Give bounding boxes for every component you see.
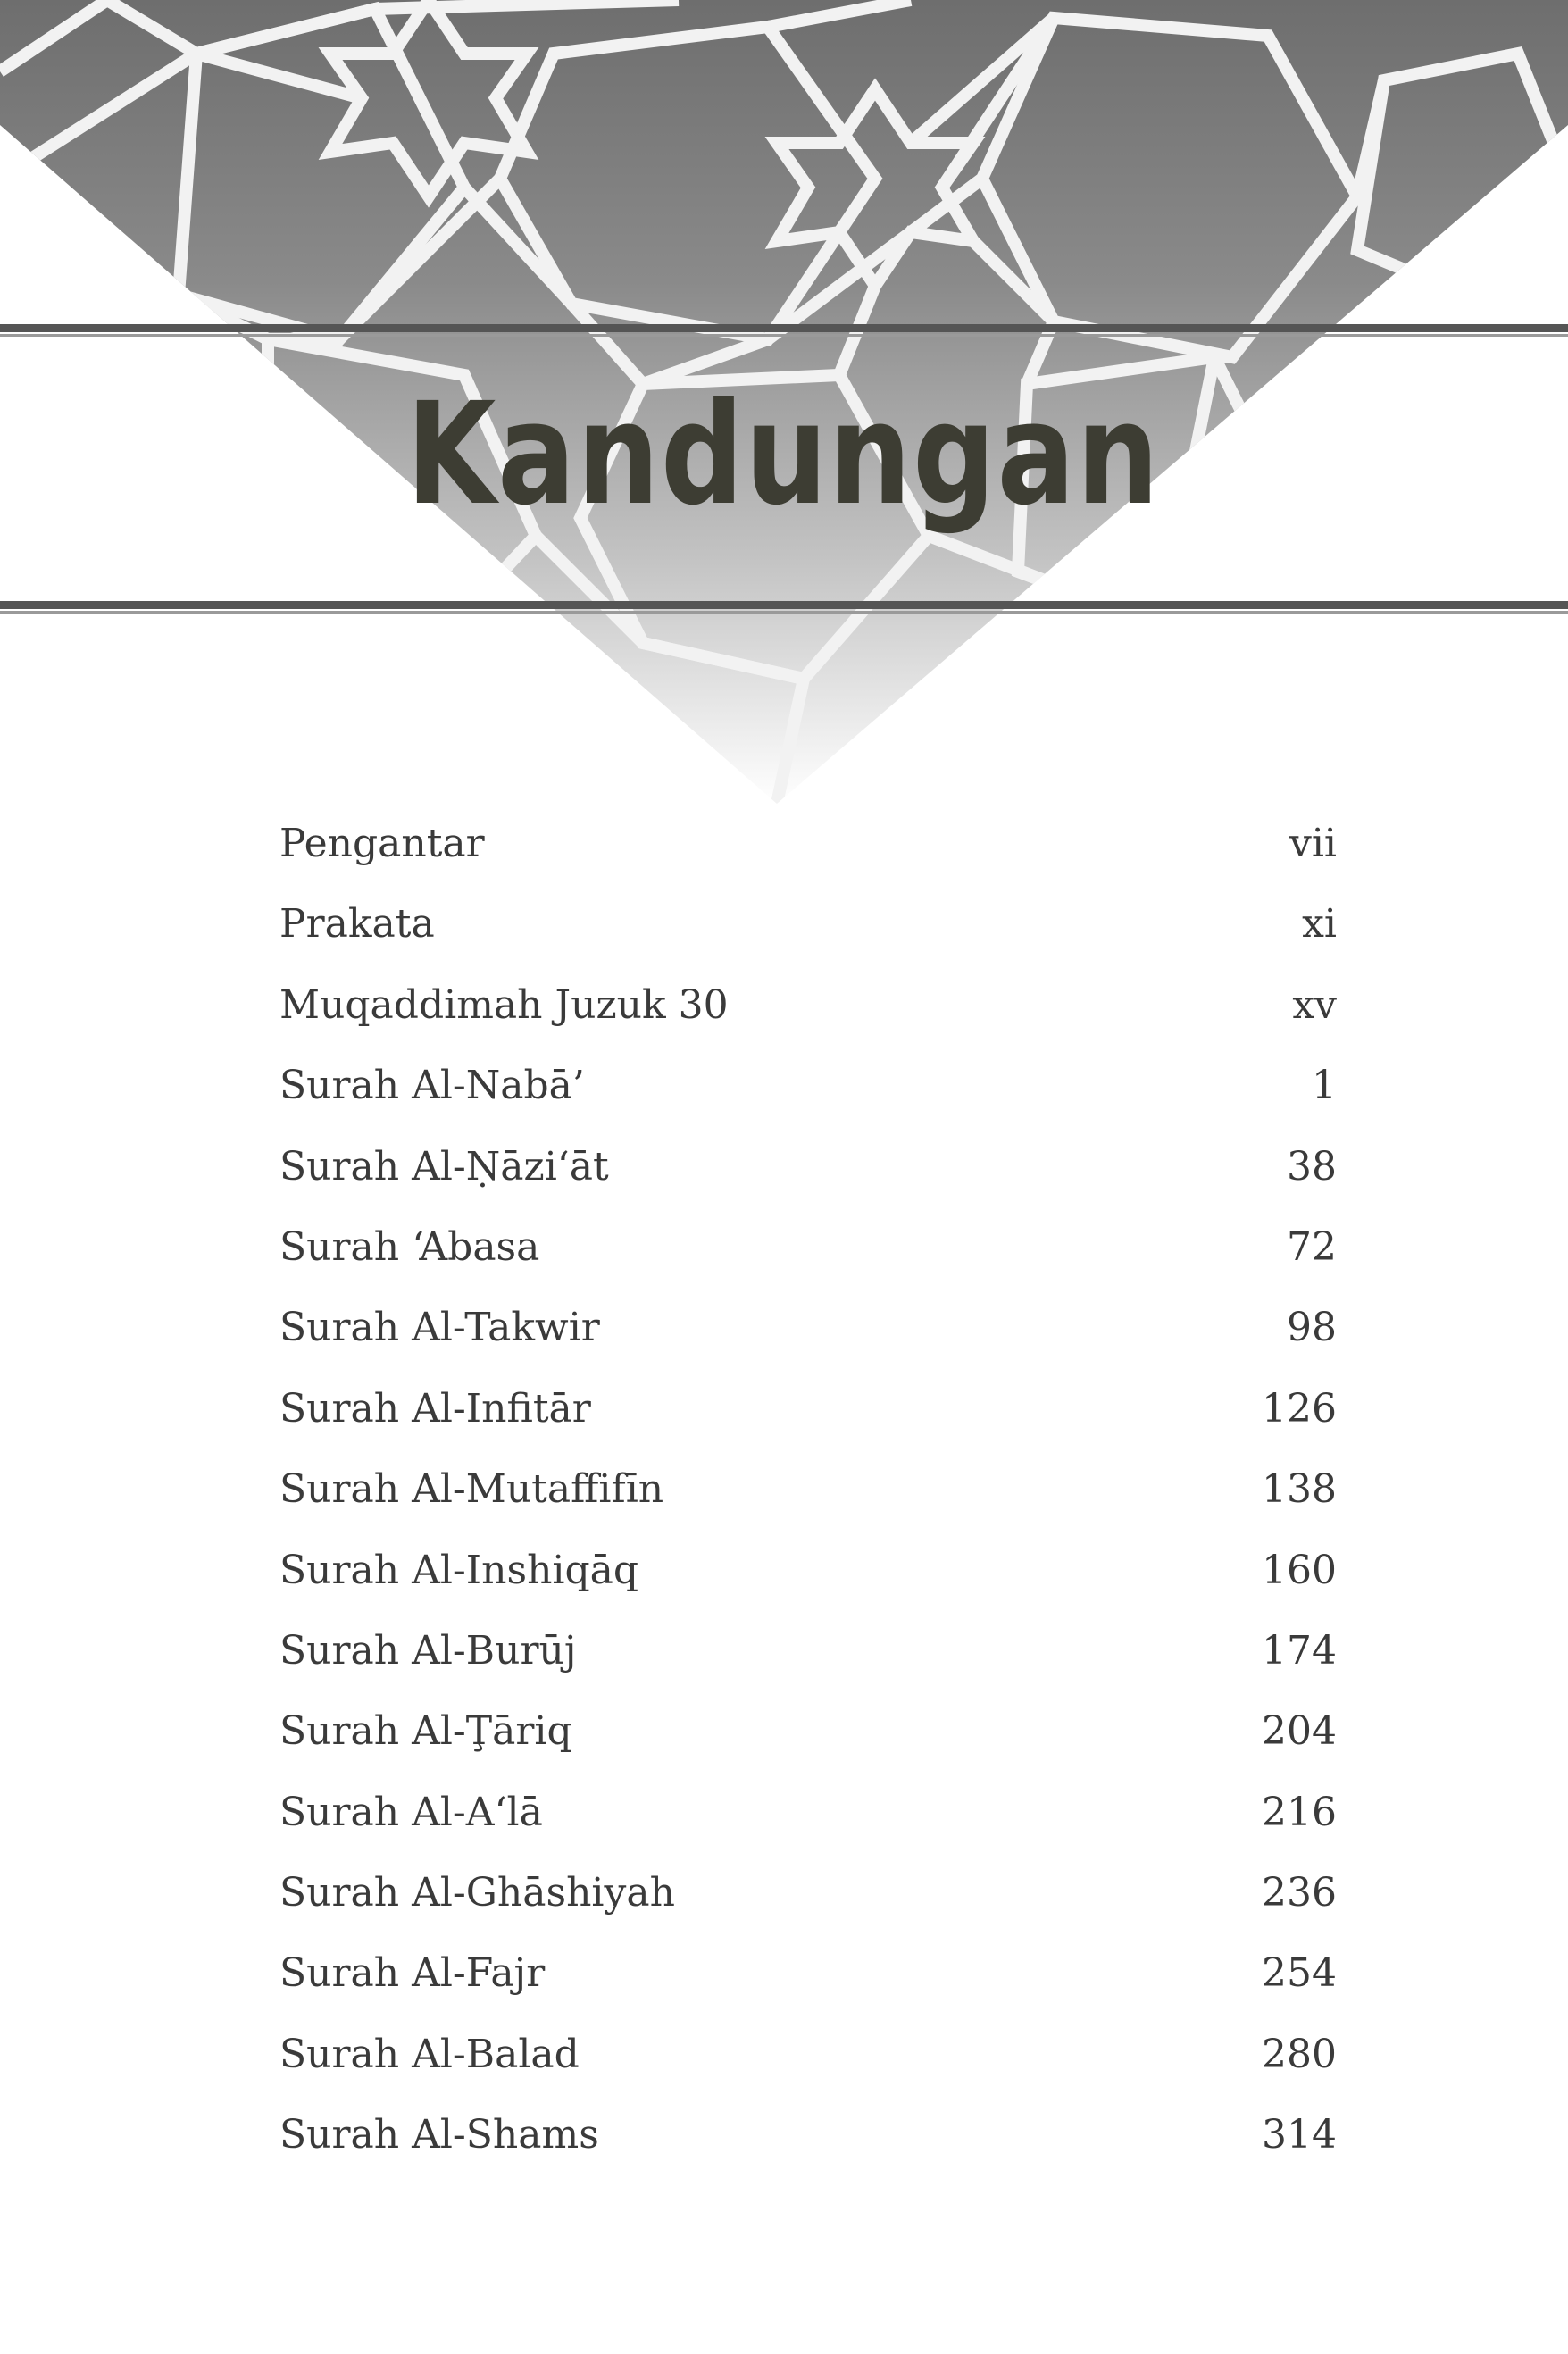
toc-row[interactable] <box>279 1288 1337 1368</box>
toc-label: Surah Al-Inshiqāq <box>279 1547 639 1593</box>
toc-page-number: 1 <box>1312 1063 1337 1109</box>
toc-label: Surah Al-Balad <box>279 2031 580 2077</box>
toc-row[interactable] <box>279 1127 1337 1207</box>
toc-row[interactable] <box>279 1369 1337 1449</box>
toc-page-number: 254 <box>1262 1950 1337 1997</box>
toc-label: Surah Al-Ṇāzi‘āt <box>279 1143 609 1190</box>
toc-label: Surah Al-A‘lā <box>279 1789 543 1835</box>
toc-label: Surah Al-Infitār <box>279 1385 591 1432</box>
table-of-contents <box>279 804 1337 2176</box>
toc-page-number: 72 <box>1287 1223 1337 1270</box>
toc-row[interactable] <box>279 1046 1337 1126</box>
toc-row[interactable] <box>279 1611 1337 1691</box>
title-rule-top <box>0 324 1568 337</box>
toc-row[interactable] <box>279 1449 1337 1530</box>
toc-label: Surah Al-Fajr <box>279 1950 546 1997</box>
toc-page-number: 280 <box>1262 2031 1337 2077</box>
toc-row[interactable] <box>279 1773 1337 1853</box>
toc-page-number: 174 <box>1262 1627 1337 1674</box>
toc-row[interactable] <box>279 965 1337 1046</box>
toc-row[interactable] <box>279 1933 1337 2014</box>
toc-row[interactable] <box>279 2095 1337 2175</box>
toc-row[interactable] <box>279 1853 1337 1933</box>
toc-page-number: 204 <box>1262 1708 1337 1755</box>
toc-row[interactable] <box>279 1207 1337 1288</box>
toc-page-number: xi <box>1302 901 1337 947</box>
toc-label: Surah Al-Takwir <box>279 1305 600 1351</box>
toc-page-number: 236 <box>1262 1870 1337 1916</box>
toc-label: Surah Al-Ţāriq <box>279 1708 572 1755</box>
toc-page-number: xv <box>1292 981 1337 1028</box>
toc-label: Surah Al-Ghāshiyah <box>279 1870 675 1916</box>
toc-page-number: 126 <box>1262 1385 1337 1432</box>
toc-page-number: 160 <box>1262 1547 1337 1593</box>
toc-label: Muqaddimah Juzuk 30 <box>279 981 729 1028</box>
toc-page-number: 38 <box>1287 1143 1337 1190</box>
toc-label: Surah Al-Burūj <box>279 1627 577 1674</box>
toc-label: Surah Al-Mutaffifīn <box>279 1466 664 1513</box>
title-rule-bottom <box>0 601 1568 614</box>
toc-label: Surah ‘Abasa <box>279 1223 540 1270</box>
toc-page-number: 314 <box>1262 2112 1337 2158</box>
toc-label: Pengantar <box>279 821 485 866</box>
toc-row[interactable] <box>279 804 1337 884</box>
toc-label: Surah Al-Nabā’ <box>279 1063 585 1109</box>
toc-label: Prakata <box>279 901 435 947</box>
toc-page-number: 98 <box>1287 1305 1337 1351</box>
toc-row[interactable] <box>279 2015 1337 2095</box>
toc-label: Surah Al-Shams <box>279 2112 599 2158</box>
toc-row[interactable] <box>279 884 1337 964</box>
toc-page-number: 216 <box>1262 1789 1337 1835</box>
toc-page-number: 138 <box>1262 1466 1337 1513</box>
page-title: Kandungan <box>406 372 1161 537</box>
toc-row[interactable] <box>279 1691 1337 1772</box>
toc-row[interactable] <box>279 1531 1337 1611</box>
toc-page-number: vii <box>1289 821 1337 866</box>
